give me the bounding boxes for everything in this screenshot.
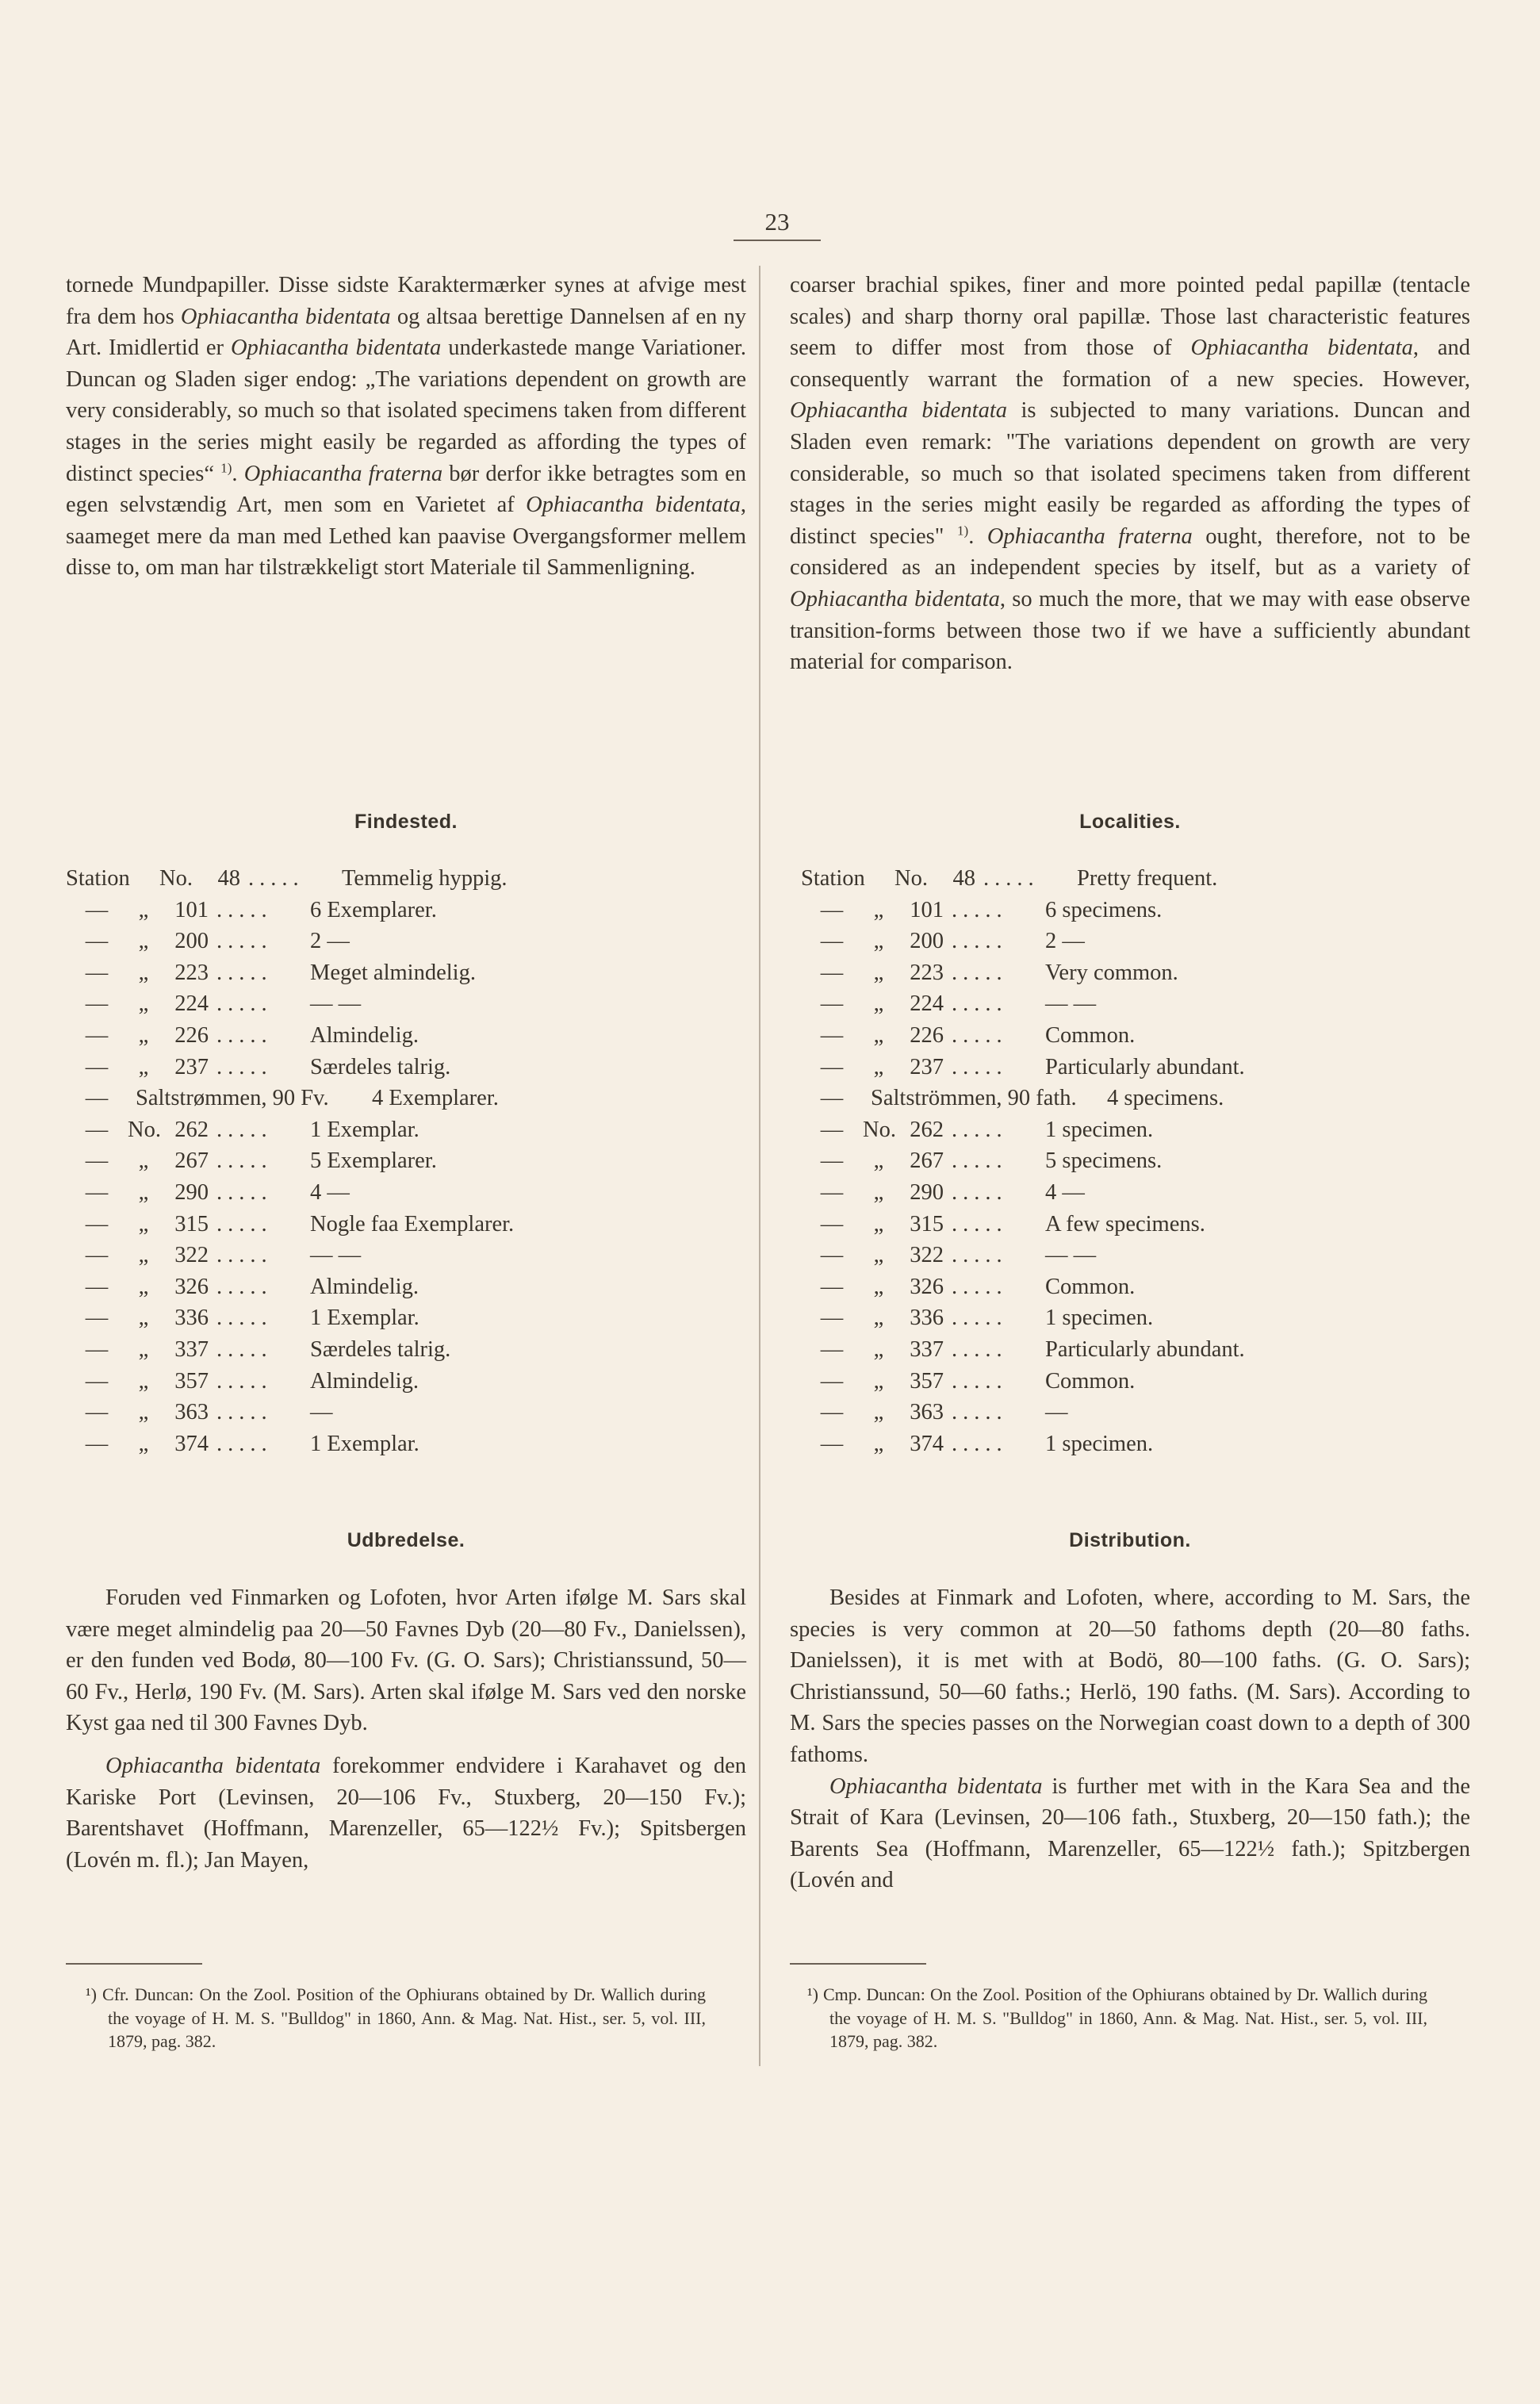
english-distribution-paragraph-1 [790,1582,1470,1771]
abundance-text: Common. [1045,1368,1136,1394]
leader-dots: ..... [952,1274,1008,1299]
station-number: 290 [910,1179,944,1205]
abundance-text: 1 specimen. [1045,1431,1154,1456]
ditto-mark: „ [873,1022,884,1048]
abundance-text: 6 specimens. [1045,897,1163,922]
station-label: Station [801,866,865,891]
abundance-text: Særdeles talrig. [310,1336,451,1362]
station-label: Station [66,866,130,891]
abundance-text: 1 Exemplar. [310,1306,419,1331]
station-number: 337 [910,1336,944,1362]
locality-row [801,1240,1481,1271]
text-run: is subjected to many variations. Duncan and Sladen even remark: "The variations dependent on growth are very considerable, so much so that isolated specimens taken from different stages in the series might easily be regarded as affording the types of distinct species" [790,398,1470,549]
locality-row [66,1114,746,1146]
abundance-text: — [310,1400,333,1425]
station-number: 262 [910,1117,944,1142]
ditto-mark: „ [873,960,884,985]
dash-marker: — [85,1086,109,1111]
abundance-text: Common. [1045,1022,1136,1048]
ditto-mark: No. [128,1117,161,1142]
station-number: 357 [910,1368,944,1394]
dash-marker: — [820,1274,844,1299]
ditto-mark: „ [138,991,149,1017]
locality-row [66,1334,746,1366]
locality-row [801,926,1481,957]
danish-intro-paragraph [66,270,746,584]
ditto-mark: „ [873,1179,884,1205]
locality-row [801,957,1481,989]
ditto-mark: No. [863,1117,896,1142]
danish-localities-list [66,863,746,1459]
leader-dots: ..... [248,866,305,891]
station-number: 290 [174,1179,209,1205]
ditto-mark: „ [873,1274,884,1299]
locality-row [801,895,1481,926]
text-run: , and consequently warrant the formation of a new species. However, [790,335,1470,392]
station-number: 224 [910,991,944,1017]
text-run: , so much the more, that we may with ease observe transition-forms between those two if we have a sufficiently abundant material for comparison. [790,586,1470,675]
abundance-text: 4 specimens. [1107,1086,1224,1111]
ditto-mark: „ [138,897,149,922]
ditto-mark: „ [138,1368,149,1394]
ditto-mark: „ [873,929,884,954]
dash-marker: — [820,1306,844,1331]
footnote-marker: 1) [220,460,232,476]
ditto-mark: No. [159,866,193,891]
species-name: Ophiacantha bidentata [230,335,442,361]
english-distribution-heading: Distribution. [1069,1529,1191,1551]
dash-marker: — [85,929,109,954]
abundance-text: 4 — [1045,1179,1085,1205]
station-number: 326 [910,1274,944,1299]
station-name: Saltströmmen, 90 fath. [871,1086,1077,1111]
locality-row [801,1334,1481,1366]
dash-marker: — [820,1431,844,1456]
dash-marker: — [820,1179,844,1205]
leader-dots: ..... [983,866,1040,891]
abundance-text: Temmelig hyppig. [342,866,508,891]
abundance-text: 6 Exemplarer. [310,897,437,922]
leader-dots: ..... [216,1117,273,1142]
text-run: bør derfor ikke betragtes som en egen selvstændig Art, men som en Varietet af [66,461,746,518]
abundance-text: 1 specimen. [1045,1306,1154,1331]
dash-marker: — [85,1431,109,1456]
dash-marker: — [85,1211,109,1237]
locality-row [66,895,746,926]
english-column [790,270,1470,678]
leader-dots: ..... [216,960,273,985]
danish-distribution-paragraph-2 [66,1750,746,1876]
abundance-text: 4 — [310,1179,350,1205]
abundance-text: 5 Exemplarer. [310,1148,437,1174]
leader-dots: ..... [952,960,1008,985]
ditto-mark: „ [138,1179,149,1205]
danish-distribution-paragraph-1 [66,1582,746,1739]
locality-row [66,926,746,957]
locality-row [801,988,1481,1020]
dash-marker: — [820,991,844,1017]
locality-row [66,1145,746,1177]
danish-footnote-rule [66,1963,202,1965]
locality-row [66,1366,746,1398]
locality-row [801,1302,1481,1334]
station-number: 48 [217,866,240,891]
ditto-mark: „ [138,1274,149,1299]
locality-row [801,1271,1481,1303]
english-footnote [801,1983,1427,2053]
ditto-mark: „ [138,1306,149,1331]
page-number: 23 [734,208,821,241]
station-number: 374 [910,1431,944,1456]
station-number: 374 [174,1431,209,1456]
locality-row [801,1366,1481,1398]
leader-dots: ..... [952,1117,1008,1142]
leader-dots: ..... [216,1306,273,1331]
text-run: Besides at Finmark and Lofoten, where, according to M. Sars, the species is very common at 20—50 fathoms depth (20—80 faths. Danielssen), it is met with at Bodö, 80—100 faths. (G. O. Sars); Christianssund, 50—60 faths.; Herlö, 190 faths. (M. Sars). According to M. Sars the species passes on the Norwegian coast down to a depth of 300 fathoms. [790,1585,1470,1767]
dash-marker: — [85,1054,109,1079]
dash-marker: — [85,1336,109,1362]
text-run: underkastede mange Variationer. Duncan og Sladen siger endog: „The variations dependent on growth are very considerably, so much so that isolated specimens taken from different stages in the series might easily be regarded as affording the types of distinct species“ [66,335,746,486]
locality-row [66,863,746,895]
abundance-text: Very common. [1045,960,1178,985]
abundance-text: Særdeles talrig. [310,1054,451,1079]
station-number: 363 [910,1400,944,1425]
dash-marker: — [85,1400,109,1425]
abundance-text: Nogle faa Exemplarer. [310,1211,515,1237]
leader-dots: ..... [952,1400,1008,1425]
dash-marker: — [85,960,109,985]
locality-row [66,1271,746,1303]
leader-dots: ..... [952,1054,1008,1079]
station-number: 336 [910,1306,944,1331]
station-number: 322 [910,1243,944,1268]
locality-row [66,1052,746,1083]
abundance-text: A few specimens. [1045,1211,1205,1237]
dash-marker: — [85,1117,109,1142]
leader-dots: ..... [952,1243,1008,1268]
species-name: Ophiacantha bidentata [1190,335,1413,361]
dash-marker: — [820,1211,844,1237]
leader-dots: ..... [216,1054,273,1079]
text-run: ought, therefore, not to be considered as an independent species by itself, but as a variety of [790,523,1470,581]
ditto-mark: „ [138,929,149,954]
abundance-text: Common. [1045,1274,1136,1299]
dash-marker: — [820,1086,844,1111]
dash-marker: — [820,1022,844,1048]
locality-row [801,1020,1481,1052]
abundance-text: 2 — [310,929,350,954]
leader-dots: ..... [952,929,1008,954]
leader-dots: ..... [216,991,273,1017]
dash-marker: — [820,897,844,922]
dash-marker: — [820,1243,844,1268]
english-localities-list [801,863,1481,1459]
station-number: 223 [174,960,209,985]
locality-row [801,863,1481,895]
ditto-mark: „ [873,897,884,922]
text-run: Foruden ved Finmarken og Lofoten, hvor Arten ifølge M. Sars skal være meget almindelig paa 20—50 Favnes Dyb (20—80 Fv., Danielssen), er den funden ved Bodø, 80—100 Fv. (G. O. Sars); Christianssund, 50—60 Fv., Herlø, 190 Fv. (M. Sars). Arten skal ifølge M. Sars ved den norske Kyst gaa ned til 300 Favnes Dyb. [66,1585,746,1736]
ditto-mark: „ [873,1400,884,1425]
dash-marker: — [85,991,109,1017]
abundance-text: Almindelig. [310,1022,419,1048]
ditto-mark: „ [873,1211,884,1237]
station-number: 226 [910,1022,944,1048]
locality-row [66,1428,746,1460]
station-number: 267 [174,1148,209,1174]
leader-dots: ..... [216,1336,273,1362]
species-name: Ophiacantha bidentata [526,493,741,518]
locality-row [66,1083,746,1114]
dash-marker: — [85,1179,109,1205]
station-number: 322 [174,1243,209,1268]
station-number: 223 [910,960,944,985]
ditto-mark: „ [873,1306,884,1331]
locality-row [801,1428,1481,1460]
station-number: 363 [174,1400,209,1425]
station-number: 237 [174,1054,209,1079]
abundance-text: — — [1045,991,1097,1017]
leader-dots: ..... [216,929,273,954]
ditto-mark: „ [138,1148,149,1174]
dash-marker: — [85,897,109,922]
dash-marker: — [820,1336,844,1362]
ditto-mark: „ [138,1400,149,1425]
danish-footnote-text: ¹) Cfr. Duncan: On the Zool. Position of the Ophiurans obtained by Dr. Wallich during the voyage of H. M. S. "Bulldog" in 1860, Ann. & Mag. Nat. Hist., ser. 5, vol. III, 1879, pag. 382. [86,1984,706,2051]
danish-localities-heading: Findested. [354,811,458,833]
station-number: 101 [174,897,209,922]
locality-row [801,1177,1481,1209]
abundance-text: 1 specimen. [1045,1117,1154,1142]
dash-marker: — [85,1243,109,1268]
english-footnote-rule [790,1963,926,1965]
dash-marker: — [85,1306,109,1331]
dash-marker: — [85,1274,109,1299]
abundance-text: Meget almindelig. [310,960,476,985]
abundance-text: Almindelig. [310,1274,419,1299]
ditto-mark: „ [873,1148,884,1174]
station-name: Saltstrømmen, 90 Fv. [136,1086,329,1111]
abundance-text: 1 Exemplar. [310,1431,419,1456]
station-number: 357 [174,1368,209,1394]
text-run: . [968,523,987,549]
locality-row [66,1177,746,1209]
leader-dots: ..... [952,1022,1008,1048]
species-name: Ophiacantha fraterna [243,461,443,486]
locality-row [801,1209,1481,1240]
english-localities-heading: Localities. [1079,811,1181,833]
station-number: 336 [174,1306,209,1331]
dash-marker: — [85,1148,109,1174]
dash-marker: — [85,1022,109,1048]
dash-marker: — [820,1148,844,1174]
text-run: og altsaa berettige Dannelsen af en ny Art. Imidlertid er [66,304,746,361]
species-name: Ophiacantha bidentata [790,586,1000,612]
leader-dots: ..... [952,1179,1008,1205]
station-number: 315 [910,1211,944,1237]
danish-footnote [79,1983,706,2053]
station-number: 224 [174,991,209,1017]
english-distribution [790,1582,1470,1896]
station-number: 48 [952,866,975,891]
station-number: 200 [910,929,944,954]
species-name: Ophiacantha bidentata [790,398,1007,424]
locality-row [66,988,746,1020]
column-divider [759,266,760,2066]
locality-row [801,1145,1481,1177]
text-run: is further met with in the Kara Sea and the Strait of Kara (Levinsen, 20—106 fath., Stuxberg, 20—150 fath.); the Barents Sea (Hoffmann, Marenzeller, 65—122½ fath.); Spitzbergen (Lovén and [790,1773,1470,1893]
station-number: 101 [910,897,944,922]
species-name: Ophiacantha bidentata [180,304,391,329]
locality-row [66,957,746,989]
ditto-mark: „ [138,1243,149,1268]
abundance-text: 1 Exemplar. [310,1117,419,1142]
leader-dots: ..... [216,1368,273,1394]
station-number: 200 [174,929,209,954]
abundance-text: 4 Exemplarer. [372,1086,499,1111]
locality-row [801,1397,1481,1428]
leader-dots: ..... [952,897,1008,922]
locality-row [66,1302,746,1334]
leader-dots: ..... [216,1148,273,1174]
species-name: Ophiacantha bidentata [105,1753,321,1778]
ditto-mark: „ [138,1211,149,1237]
station-number: 226 [174,1022,209,1048]
locality-row [66,1240,746,1271]
abundance-text: — — [1045,1243,1097,1268]
abundance-text: Particularly abundant. [1045,1336,1245,1362]
dash-marker: — [820,1117,844,1142]
species-name: Ophiacantha fraterna [986,523,1193,549]
text-run: tornede Mundpapiller. Disse sidste Karaktermærker synes at afvige mest fra dem hos [66,273,746,329]
abundance-text: — [1045,1400,1068,1425]
dash-marker: — [820,929,844,954]
station-number: 337 [174,1336,209,1362]
ditto-mark: „ [138,960,149,985]
dash-marker: — [820,960,844,985]
locality-row [801,1114,1481,1146]
locality-row [66,1020,746,1052]
station-number: 267 [910,1148,944,1174]
leader-dots: ..... [216,1022,273,1048]
abundance-text: Pretty frequent. [1077,866,1218,891]
footnote-marker: 1) [956,523,969,539]
abundance-text: Particularly abundant. [1045,1054,1245,1079]
abundance-text: — — [310,991,362,1017]
abundance-text: — — [310,1243,362,1268]
station-number: 315 [174,1211,209,1237]
station-number: 262 [174,1117,209,1142]
leader-dots: ..... [952,1368,1008,1394]
text-run: , saameget mere da man med Lethed kan paavise Overgangsformer mellem disse to, om man har tilstrækkeligt stort Materiale til Sammenligning. [66,493,746,581]
text-run: coarser brachial spikes, finer and more pointed pedal papillæ (tentacle scales) and sharp thorny oral papillæ. Those last characteristic features seem to differ most from those of [790,273,1470,361]
dash-marker: — [820,1400,844,1425]
locality-row [66,1397,746,1428]
station-number: 326 [174,1274,209,1299]
danish-distribution-heading: Udbredelse. [347,1529,465,1551]
abundance-text: Almindelig. [310,1368,419,1394]
ditto-mark: „ [138,1054,149,1079]
locality-row [801,1083,1481,1114]
station-number: 237 [910,1054,944,1079]
leader-dots: ..... [952,1306,1008,1331]
leader-dots: ..... [952,1431,1008,1456]
danish-column [66,270,746,584]
abundance-text: 2 — [1045,929,1085,954]
locality-row [66,1209,746,1240]
ditto-mark: „ [873,1243,884,1268]
ditto-mark: „ [873,1054,884,1079]
leader-dots: ..... [952,1148,1008,1174]
leader-dots: ..... [216,1211,273,1237]
dash-marker: — [85,1368,109,1394]
english-footnote-text: ¹) Cmp. Duncan: On the Zool. Position of the Ophiurans obtained by Dr. Wallich during the voyage of H. M. S. "Bulldog" in 1860, Ann. & Mag. Nat. Hist., ser. 5, vol. III, 1879, pag. 382. [807,1984,1427,2051]
ditto-mark: „ [873,991,884,1017]
english-distribution-paragraph-2 [790,1771,1470,1896]
locality-row [801,1052,1481,1083]
leader-dots: ..... [216,1431,273,1456]
ditto-mark: No. [895,866,928,891]
ditto-mark: „ [138,1336,149,1362]
text-run: forekommer endvidere i Karahavet og den Kariske Port (Levinsen, 20—106 Fv., Stuxberg, 20—150 Fv.); Barentshavet (Hoffmann, Marenzeller, 65—122½ Fv.); Spitsbergen (Lovén m. fl.); Jan Mayen, [66,1753,746,1873]
dash-marker: — [820,1054,844,1079]
leader-dots: ..... [216,1179,273,1205]
leader-dots: ..... [216,897,273,922]
dash-marker: — [820,1368,844,1394]
ditto-mark: „ [138,1431,149,1456]
danish-distribution [66,1582,746,1876]
english-intro-paragraph [790,270,1470,678]
abundance-text: 5 specimens. [1045,1148,1163,1174]
text-run: . [232,461,244,486]
leader-dots: ..... [952,1336,1008,1362]
ditto-mark: „ [138,1022,149,1048]
leader-dots: ..... [952,1211,1008,1237]
leader-dots: ..... [216,1400,273,1425]
ditto-mark: „ [873,1368,884,1394]
ditto-mark: „ [873,1431,884,1456]
species-name: Ophiacantha bidentata [829,1773,1043,1799]
leader-dots: ..... [216,1243,273,1268]
leader-dots: ..... [952,991,1008,1017]
leader-dots: ..... [216,1274,273,1299]
ditto-mark: „ [873,1336,884,1362]
